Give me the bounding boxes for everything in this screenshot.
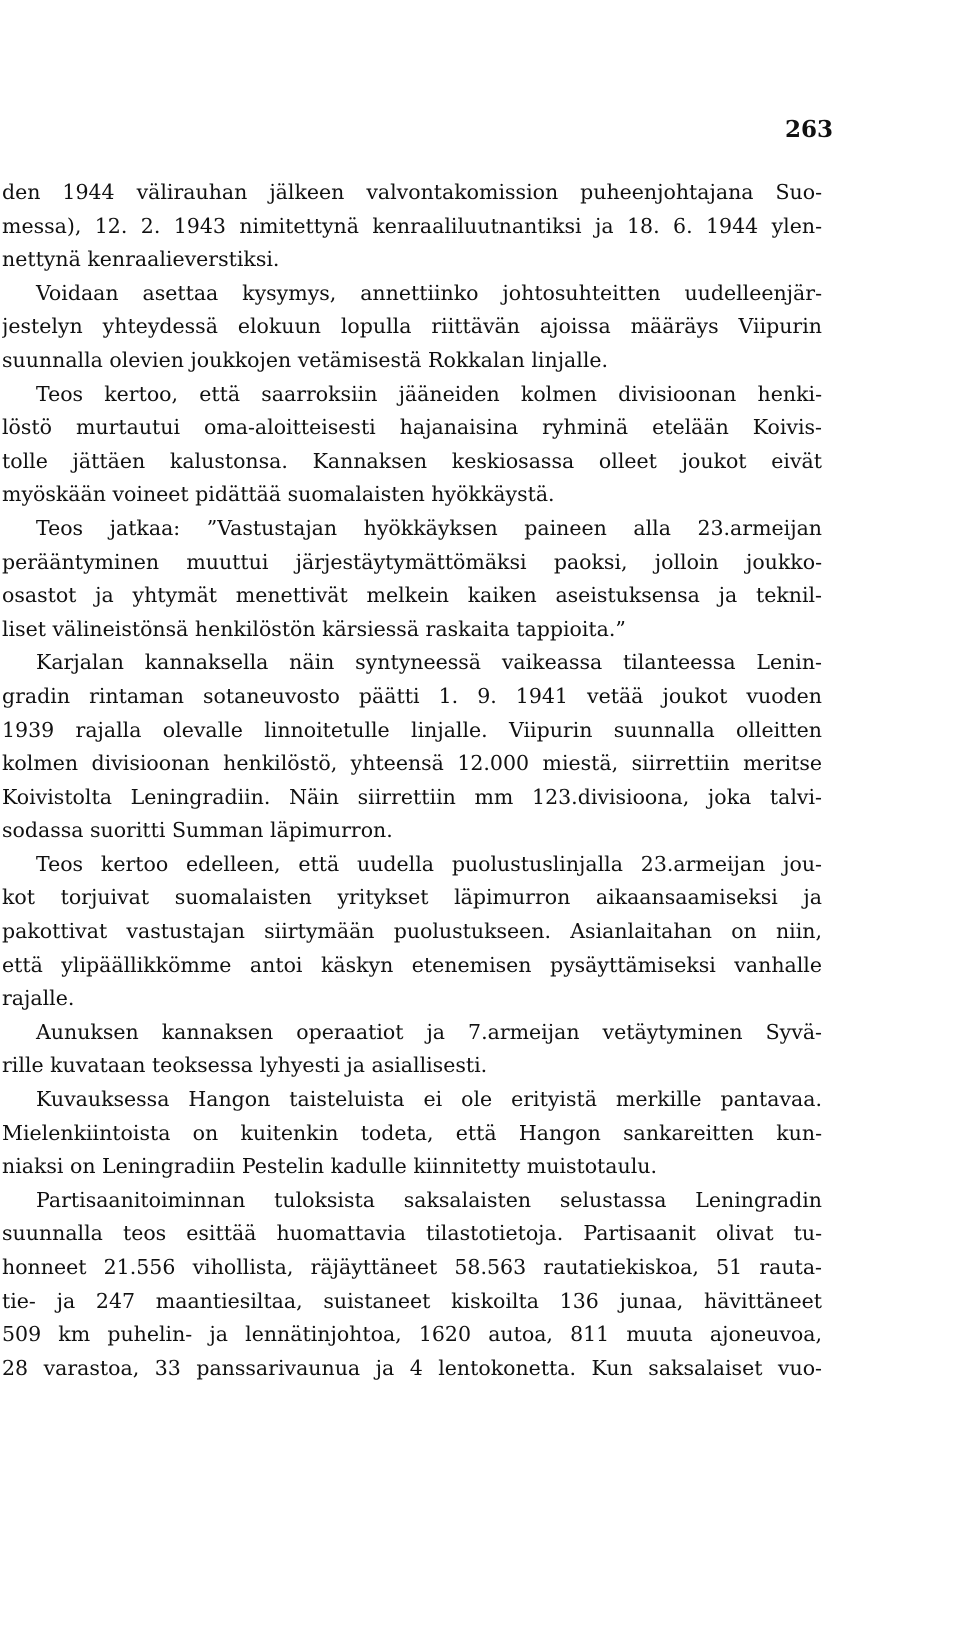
text-line: rille kuvataan teoksessa lyhyesti ja asiallisesti. (2, 1053, 488, 1078)
text-line: nettynä kenraalieverstiksi. (2, 247, 280, 272)
text-line: Aunuksen kannaksen operaatiot ja 7.armeijan vetäytyminen Syvä- (36, 1019, 822, 1044)
text-line: liset välineistönsä henkilöstön kärsiessä raskaita tappioita.” (2, 616, 626, 641)
body-text (2, 176, 822, 1385)
text-line: että ylipäällikkömme antoi käskyn etenemisen pysäyttämiseksi vanhalle (2, 952, 822, 977)
paragraph-6 (2, 848, 822, 1016)
text-line: honneet 21.556 vihollista, räjäyttäneet 58.563 rautatiekiskoa, 51 rauta- (2, 1255, 822, 1279)
text-line: Teos jatkaa: ”Vastustajan hyökkäyksen paineen alla 23.armeijan (36, 515, 822, 540)
text-line: Karjalan kannaksella näin syntyneessä vaikeassa tilanteessa Lenin- (36, 650, 822, 675)
paragraph-8 (2, 1083, 822, 1184)
text-line: jestelyn yhteydessä elokuun lopulla riittävän ajoissa määräys Viipurin (2, 314, 822, 339)
text-line: Koivistolta Leningradiin. Näin siirrettiin mm 123.divisioona, joka talvi- (2, 784, 822, 809)
page-number: 263 (784, 116, 833, 143)
text-line: osastot ja yhtymät menettivät melkein kaiken aseistuksensa ja teknil- (2, 583, 822, 608)
paragraph-1 (2, 176, 822, 277)
text-line: 1939 rajalla olevalle linnoitetulle linjalle. Viipurin suunnalla olleitten (2, 717, 822, 742)
text-line: myöskään voineet pidättää suomalaisten hyökkäystä. (2, 482, 555, 507)
text-line: kot torjuivat suomalaisten yritykset läpimurron aikaansaamiseksi ja (2, 885, 822, 910)
text-line: Teos kertoo edelleen, että uudella puolustuslinjalla 23.armeijan jou- (36, 851, 822, 876)
paragraph-9 (2, 1184, 822, 1386)
text-line: suunnalla teos esittää huomattavia tilastotietoja. Partisaanit olivat tu- (2, 1221, 822, 1246)
paragraph-5 (2, 646, 822, 848)
paragraph-2 (2, 277, 822, 378)
text-line: löstö murtautui oma-aloitteisesti hajanaisina ryhminä etelään Koivis- (2, 415, 822, 440)
text-line: tolle jättäen kalustonsa. Kannaksen keskiosassa olleet joukot eivät (2, 448, 822, 473)
text-line: Voidaan asettaa kysymys, annettiinko johtosuhteitten uudelleenjär- (36, 280, 822, 305)
text-line: perääntyminen muuttui järjestäytymättömäksi paoksi, jolloin joukko- (2, 549, 822, 574)
text-line: suunnalla olevien joukkojen vetämisestä Rokkalan linjalle. (2, 347, 609, 372)
text-line: niaksi on Leningradiin Pestelin kadulle kiinnitetty muistotaulu. (2, 1154, 657, 1179)
text-line: Mielenkiintoista on kuitenkin todeta, että Hangon sankareitten kun- (2, 1120, 822, 1145)
text-line: pakottivat vastustajan siirtymään puolustukseen. Asianlaitahan on niin, (2, 919, 822, 944)
text-line: Teos kertoo, että saarroksiin jääneiden kolmen divisioonan henki- (36, 381, 822, 406)
text-line: rajalle. (2, 986, 75, 1011)
text-line: 509 km puhelin- ja lennätinjohtoa, 1620 autoa, 811 muuta ajoneuvoa, (2, 1322, 822, 1347)
text-line: Partisaanitoiminnan tuloksista saksalaisten selustassa Leningradin (36, 1187, 822, 1212)
text-line: den 1944 välirauhan jälkeen valvontakomission puheenjohtajana Suo- (2, 180, 822, 204)
text-line: kolmen divisioonan henkilöstö, yhteensä 12.000 miestä, siirrettiin meritse (2, 751, 822, 776)
text-line: sodassa suoritti Summan läpimurron. (2, 818, 393, 843)
text-line: gradin rintaman sotaneuvosto päätti 1. 9. 1941 vetää joukot vuoden (2, 683, 822, 708)
paragraph-4 (2, 512, 822, 646)
text-line: tie- ja 247 maantiesiltaa, suistaneet kiskoilta 136 junaa, hävittäneet (2, 1288, 822, 1313)
text-line: messa), 12. 2. 1943 nimitettynä kenraaliluutnantiksi ja 18. 6. 1944 ylen- (2, 213, 822, 238)
paragraph-3 (2, 378, 822, 512)
paragraph-7 (2, 1016, 822, 1083)
text-line: 28 varastoa, 33 panssarivaunua ja 4 lentokonetta. Kun saksalaiset vuo- (2, 1355, 822, 1380)
text-line: Kuvauksessa Hangon taisteluista ei ole erityistä merkille pantavaa. (36, 1087, 822, 1112)
